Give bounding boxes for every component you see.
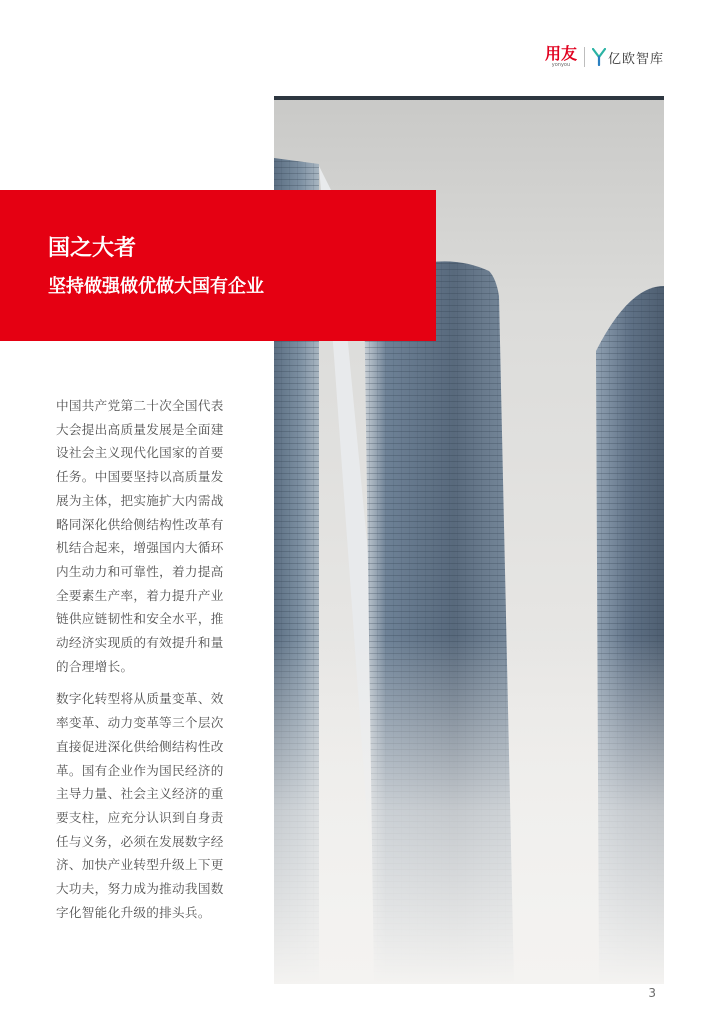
header-logos [545,44,664,70]
paragraph: 中国共产党第二十次全国代表大会提出高质量发展是全面建设社会主义现代化国家的首要任务。中国要坚持以高质量发展为主体，把实施扩大内需战略同深化供给侧结构性改革有机结合起来，增强国内大循环内生动力和可靠性，着力提高全要素生产率，着力提升产业链供应链韧性和安全水平，推动经济实现质的有效提升和量的合理增长。 [56,398,224,674]
iyiou-mark-icon [592,48,606,66]
body-text [56,394,228,933]
banner-subtitle: 坚持做强做优做大国有企业 [48,276,264,297]
logo-divider [584,47,585,67]
iyiou-logo-text: 亿欧智库 [607,51,664,67]
page-number: 3 [648,986,656,1000]
banner-title: 国之大者 [48,236,137,261]
iyiou-logo [592,48,664,67]
yonyou-logo [545,46,577,68]
paragraph: 数字化转型将从质量变革、效率变革、动力变革等三个层次直接促进深化供给侧结构性改革。国有企业作为国民经济的主导力量、社会主义经济的重要支柱，应充分认识到自身责任与义务，必须在发展数字经济、加快产业转型升级上下更大功夫，努力成为推动我国数字化智能化升级的排头兵。 [56,691,224,920]
title-banner [0,190,436,341]
yonyou-logo-subtext: yonyou [551,62,571,68]
yonyou-logo-text: 用友 [544,44,577,63]
